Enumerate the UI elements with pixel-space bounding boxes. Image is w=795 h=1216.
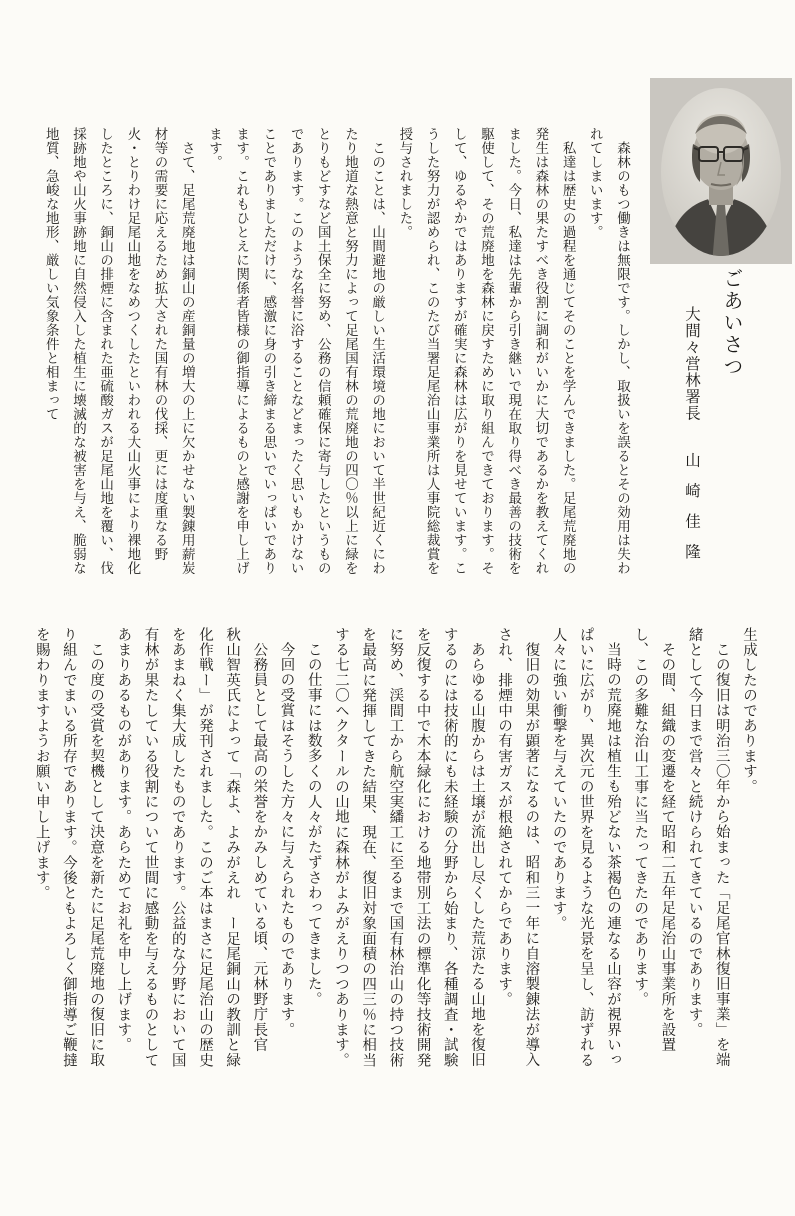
paragraph: 生成したのであります。: [741, 627, 757, 795]
top-text-block: [36, 127, 636, 585]
paragraph: 森林のもつ働きは無限です。しかし、取扱いを誤るとその効用は失われてしまいます。: [587, 127, 630, 575]
author-name: 山崎佳隆: [683, 452, 700, 574]
paragraph: さて、足尾荒廃地は銅山の産銅量の増大の上に欠かせない製錬用薪炭材等の需要に応えるため拡大された国有林の伐採、更には度重なる野火・とりわけ足尾山地をなめつくしたといわれる大山火事により裸地化したところに、銅山の排煙に含まれた亜硫酸ガスが足尾山地を覆い、伐採跡地や山火事跡地に自然侵入した植生に壊滅的な被害を与え、脆弱な地質、急峻な地形、厳しい気象条件と相まって: [43, 127, 195, 575]
paragraph: 当時の荒廃地は植生も殆どない茶褐色の連なる山容が視界いっぱいに広がり、異次元の世界を見るような光景を呈し、訪ずれる人々に強い衝撃を与えていたのであります。: [550, 627, 621, 1068]
paragraph: この仕事には数多くの人々がたずさわってきました。: [305, 641, 322, 1007]
author-portrait-photo: [650, 78, 792, 264]
paragraph: 今回の受賞はそうした方々に与えられたものであります。: [278, 641, 295, 1037]
paragraph: 公務員として最高の栄誉をかみしめている頃、元林野庁長官 秋山智英氏によって「森よ、よみがえれ ー足尾銅山の教訓と緑化作戦ー」が発刊されました。このご本はまさに足尾治山の歴史をあまねく集大成したものであります。公益的な分野において国有林が果たしている役割について世間に感動を与えるものとしてあまりあるものがあります。あらためてお礼を申し上げます。: [115, 627, 268, 1068]
paragraph: この復旧は明治三〇年から始まった「足尾官林復旧事業」を端緒として今日まで営々と続けられてきているのであります。: [686, 627, 730, 1068]
paragraph: このことは、山間避地の厳しい生活環境の地において半世紀近くにわたり地道な熱意と努力によって足尾国有林の荒廃地の四〇％以上に緑をとりもどすなど国土保全に努め、公務の信頼確保に寄与したというものであります。このような名誉に浴することなどまったく思いもかけないことでありましただけに、感激に身の引き締まる思いでいっぱいであります。これもひとえに関係者皆様の御指導によるものと感謝を申し上げます。: [206, 127, 386, 575]
paragraph: この度の受賞を契機として決意を新たに足尾荒廃地の復旧に取り組んでまいる所存であります。今後ともよろしく御指導ご鞭撻を賜わりますようお願い申し上げます。: [33, 627, 105, 1068]
paragraph: その間、組織の変遷を経て昭和二五年足尾治山事業所を設置し、この多難な治山工事に当たってきたのであります。: [632, 627, 676, 1052]
author-role: 大間々営林署長: [683, 306, 700, 422]
page-title: ごあいさつ: [720, 268, 742, 378]
portrait-photo-image: [650, 78, 792, 264]
paragraph: 私達は歴史の過程を通じてそのことを学んできました。足尾荒廃地の発生は森林の果たすべき役割に調和がいかに大切であるかを教えてくれました。今日、私達は先輩から引き継いで現在取り得べき最善の技術を駆使して、その荒廃地を森林に戻すために取り組んできております。そして、ゆるやかではありますが確実に森林は広がりを見せています。こうした努力が認められ、このたび当署足尾治山事業所は人事院総裁賞を授与されました。: [397, 127, 576, 575]
paragraph: あらゆる山腹からは土壌が流出し尽くした荒涼たる山地を復旧するのには技術的にも未経験の分野から始まり、各種調査・試験を反復する中で木本緑化における地帯別工法の標準化等技術開発に努め、渓間工から航空実繙工に至るまで国有林治山の持つ技術を最高に発揮してきた結果、現在、復旧対象面積の四三％に相当する七二〇ヘクタールの山地に森林がよみがえりつつあります。: [332, 627, 485, 1068]
paragraph: 復旧の効果が顕著になるのは、昭和三一年に自溶製錬法が導入され、排煙中の有害ガスが根絶されてからであります。: [496, 627, 540, 1068]
bottom-text-block: [26, 627, 762, 1077]
